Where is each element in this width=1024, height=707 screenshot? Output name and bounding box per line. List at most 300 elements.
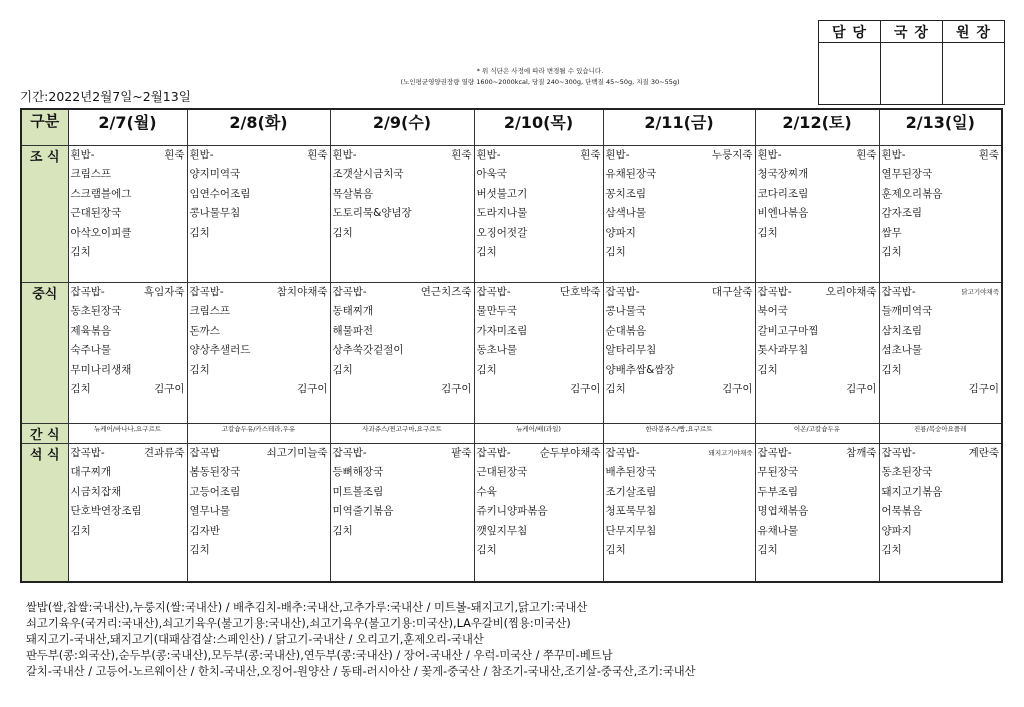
menu-item bbox=[188, 380, 330, 400]
approval-header: 담 당 bbox=[819, 21, 881, 43]
menu-item bbox=[69, 341, 187, 361]
dish-name: 깻잎지무침 bbox=[476, 524, 528, 537]
menu-cell bbox=[603, 443, 755, 582]
day-header: 2/9(수) bbox=[330, 109, 474, 145]
menu-item bbox=[475, 361, 603, 381]
menu-item bbox=[880, 522, 1002, 542]
menu-item bbox=[69, 444, 187, 464]
dish-name: 크림스프 bbox=[70, 168, 112, 180]
menu-item bbox=[756, 322, 879, 342]
menu-item bbox=[331, 341, 474, 361]
menu-item bbox=[69, 224, 187, 244]
menu-item bbox=[756, 302, 879, 322]
menu-item bbox=[331, 444, 474, 464]
menu-item bbox=[475, 502, 603, 522]
menu-item bbox=[188, 483, 330, 503]
dish-name: 도토리묵&양념장 bbox=[332, 207, 412, 219]
dish-name: 콩나물국 bbox=[605, 305, 647, 317]
porridge-name: 김구이 bbox=[154, 383, 185, 395]
menu-item bbox=[475, 185, 603, 205]
menu-cell bbox=[879, 145, 1002, 282]
dish-name: 잡곡밥- bbox=[70, 285, 105, 298]
dish-name: 잡곡밥- bbox=[605, 285, 640, 298]
dish-name: 양파지 bbox=[881, 524, 912, 537]
snack-cell: 한라봉쥬스/빵,요구르트 bbox=[603, 423, 755, 443]
menu-item bbox=[880, 224, 1002, 244]
menu-item bbox=[69, 165, 187, 185]
menu-item bbox=[331, 361, 474, 381]
dish-name: 임연수어조림 bbox=[189, 187, 251, 200]
category-header: 구분 bbox=[21, 109, 68, 145]
menu-item bbox=[69, 361, 187, 381]
dish-name: 두부조림 bbox=[757, 485, 799, 498]
dish-name: 아삭오이피클 bbox=[70, 226, 132, 239]
origin-line: 판두부(콩:외국산),순두부(콩:국내산),모두부(콩:국내산),연두부(콩:국내산) / 장어-국내산 / 우럭-미국산 / 쭈꾸미-베트남 bbox=[26, 649, 613, 662]
meal-row-lunch bbox=[21, 282, 1002, 423]
dish-name: 김치 bbox=[476, 544, 497, 556]
menu-item bbox=[604, 185, 755, 205]
menu-item bbox=[188, 302, 330, 322]
porridge-name: 견과류죽 bbox=[143, 446, 185, 459]
dish-name: 삼색나물 bbox=[605, 207, 647, 219]
porridge-name: 흰죽 bbox=[856, 148, 877, 161]
menu-item bbox=[475, 483, 603, 503]
menu-item bbox=[69, 522, 187, 542]
menu-item bbox=[756, 444, 879, 464]
menu-item bbox=[475, 341, 603, 361]
dish-name: 크림스프 bbox=[189, 305, 231, 317]
menu-item bbox=[188, 204, 330, 224]
porridge-name: 참치야채죽 bbox=[276, 285, 328, 298]
menu-item bbox=[475, 165, 603, 185]
menu-item bbox=[69, 243, 187, 263]
menu-item bbox=[756, 463, 879, 483]
menu-cell bbox=[68, 145, 187, 282]
dish-name: 미역줄기볶음 bbox=[332, 505, 394, 517]
dish-name: 톳사과무침 bbox=[757, 344, 809, 356]
dish-name: 갈비고구마찜 bbox=[757, 324, 819, 337]
origin-line: 쌀밥(쌀,찹쌀:국내산),누룽지(쌀:국내산) / 배추김치-배추:국내산,고추가루:국내산 / 미트볼-돼지고기,닭고기:국내산 bbox=[26, 601, 588, 614]
menu-item bbox=[756, 522, 879, 542]
day-header: 2/10(목) bbox=[474, 109, 603, 145]
porridge-name: 김구이 bbox=[968, 383, 999, 395]
snack-cell: 진룡/복숭아요플레 bbox=[879, 423, 1002, 443]
period-label: 기간:2022년2월7일~2월13일 bbox=[20, 89, 191, 104]
porridge-name: 흰죽 bbox=[978, 148, 999, 161]
dish-name: 김치 bbox=[757, 226, 778, 239]
menu-item bbox=[756, 361, 879, 381]
menu-item bbox=[604, 243, 755, 263]
menu-item bbox=[69, 463, 187, 483]
menu-item bbox=[188, 361, 330, 381]
menu-item bbox=[69, 146, 187, 166]
porridge-name: 계란죽 bbox=[968, 446, 999, 459]
menu-item bbox=[69, 204, 187, 224]
dish-name: 순대볶음 bbox=[605, 324, 647, 337]
dish-name: 잡곡밥- bbox=[757, 285, 792, 298]
menu-item bbox=[69, 302, 187, 322]
porridge-name: 쇠고기미늘죽 bbox=[266, 446, 328, 459]
menu-item bbox=[331, 204, 474, 224]
porridge-name: 팥죽 bbox=[451, 446, 472, 459]
dish-name: 돈까스 bbox=[189, 324, 220, 337]
meal-row-snack bbox=[21, 423, 1002, 443]
menu-item bbox=[604, 444, 755, 464]
dish-name: 감자조림 bbox=[881, 207, 923, 219]
meal-row-dinner bbox=[21, 443, 1002, 582]
dish-name: 김치 bbox=[70, 246, 91, 258]
dish-name: 청포묵무침 bbox=[605, 505, 657, 517]
weekly-menu-table bbox=[20, 108, 1003, 583]
menu-item bbox=[331, 185, 474, 205]
dish-name: 잡곡밥- bbox=[476, 446, 511, 459]
menu-item bbox=[604, 541, 755, 561]
approval-box bbox=[818, 20, 1005, 105]
menu-item bbox=[756, 341, 879, 361]
menu-item bbox=[604, 204, 755, 224]
menu-item bbox=[880, 361, 1002, 381]
menu-cell bbox=[330, 282, 474, 423]
menu-item bbox=[604, 322, 755, 342]
dish-name: 양상추샐러드 bbox=[189, 344, 251, 356]
snack-cell: 사과쥬스/찐고구마,요구르트 bbox=[330, 423, 474, 443]
origin-line: 갈치-국내산 / 고등어-노르웨이산 / 한치-국내산,오징어-원양산 / 동태-러시아산 / 꽃게-중국산 / 참조기-국내산,조기살-중국산,조기:국내산 bbox=[26, 665, 696, 678]
dish-name: 버섯불고기 bbox=[476, 187, 528, 200]
menu-item bbox=[188, 322, 330, 342]
menu-item bbox=[331, 502, 474, 522]
porridge-name: 흰죽 bbox=[580, 148, 601, 161]
porridge-name: 흑임자죽 bbox=[143, 285, 185, 298]
menu-cell bbox=[474, 145, 603, 282]
dish-name: 해물파전 bbox=[332, 324, 374, 337]
note-line: * 위 식단은 사정에 따라 변경될 수 있습니다. bbox=[476, 67, 604, 75]
dish-name: 코다리조림 bbox=[757, 187, 809, 200]
dish-name: 시금치잡채 bbox=[70, 485, 122, 498]
menu-item bbox=[604, 361, 755, 381]
dish-name: 잡곡밥- bbox=[881, 285, 916, 298]
menu-item bbox=[880, 283, 1002, 303]
menu-item bbox=[475, 541, 603, 561]
menu-item bbox=[475, 302, 603, 322]
dish-name: 흰밥- bbox=[605, 148, 630, 161]
snack-cell: 뉴케어/바나나,요구르트 bbox=[68, 423, 187, 443]
dish-name: 동태찌개 bbox=[332, 305, 374, 317]
dish-name: 스크램블에그 bbox=[70, 187, 132, 200]
dish-name: 유채나물 bbox=[757, 524, 799, 537]
dish-name: 봄동된장국 bbox=[189, 466, 241, 478]
dish-name: 동초나물 bbox=[476, 344, 518, 356]
menu-item bbox=[188, 522, 330, 542]
menu-item bbox=[69, 502, 187, 522]
menu-item bbox=[331, 146, 474, 166]
menu-item bbox=[331, 302, 474, 322]
menu-item bbox=[188, 146, 330, 166]
dish-name: 김치 bbox=[605, 383, 626, 395]
menu-item bbox=[331, 165, 474, 185]
dish-name: 잡곡밥- bbox=[332, 285, 367, 298]
menu-item bbox=[604, 302, 755, 322]
menu-item bbox=[880, 541, 1002, 561]
porridge-name: 김구이 bbox=[846, 383, 877, 395]
signature-cell bbox=[943, 43, 1005, 105]
menu-cell bbox=[755, 145, 879, 282]
menu-item bbox=[880, 341, 1002, 361]
menu-cell bbox=[187, 282, 330, 423]
dish-name: 잡곡밥- bbox=[757, 446, 792, 459]
dish-name: 김치 bbox=[476, 246, 497, 258]
porridge-name: 단호박죽 bbox=[559, 285, 601, 298]
menu-note bbox=[320, 66, 760, 88]
dish-name: 조갯살시금치국 bbox=[332, 168, 404, 180]
dish-name: 양파지 bbox=[605, 226, 636, 239]
menu-cell bbox=[755, 282, 879, 423]
menu-item bbox=[188, 185, 330, 205]
menu-item bbox=[475, 146, 603, 166]
menu-item bbox=[69, 185, 187, 205]
dish-name: 김치 bbox=[605, 544, 626, 556]
menu-item bbox=[604, 380, 755, 400]
dish-name: 김치 bbox=[70, 524, 91, 537]
dish-name: 잡곡밥 bbox=[189, 446, 220, 459]
dish-name: 도라지나물 bbox=[476, 207, 528, 219]
dish-name: 등뼈해장국 bbox=[332, 466, 384, 478]
porridge-name: 흰죽 bbox=[164, 148, 185, 161]
porridge-name: 돼지고기야채죽 bbox=[708, 448, 753, 457]
menu-item bbox=[604, 165, 755, 185]
menu-item bbox=[880, 146, 1002, 166]
menu-item bbox=[604, 224, 755, 244]
menu-item bbox=[69, 483, 187, 503]
menu-item bbox=[475, 380, 603, 400]
snack-cell: 뉴케어/배(과일) bbox=[474, 423, 603, 443]
menu-item bbox=[880, 302, 1002, 322]
note-line: (노인평균영양권장량 열량 1600~2000kcal, 당질 240~300g, 단백질 45~50g, 지질 30~55g) bbox=[400, 78, 680, 86]
menu-item bbox=[188, 283, 330, 303]
dish-name: 오징어젓갈 bbox=[476, 226, 528, 239]
dish-name: 열무된장국 bbox=[881, 168, 933, 180]
porridge-name: 연근치즈죽 bbox=[420, 285, 472, 298]
dish-name: 콩나물무침 bbox=[189, 207, 241, 219]
menu-item bbox=[880, 204, 1002, 224]
menu-item bbox=[475, 463, 603, 483]
porridge-name: 김구이 bbox=[570, 383, 601, 395]
dish-name: 김치 bbox=[881, 544, 902, 556]
menu-item bbox=[880, 243, 1002, 263]
menu-item bbox=[880, 463, 1002, 483]
menu-item bbox=[756, 502, 879, 522]
dish-name: 수육 bbox=[476, 485, 497, 498]
dish-name: 김치 bbox=[757, 544, 778, 556]
dish-name: 단호박연장조림 bbox=[70, 505, 142, 517]
menu-cell bbox=[879, 282, 1002, 423]
dish-name: 어묵볶음 bbox=[881, 505, 923, 517]
dish-name: 흰밥- bbox=[757, 148, 782, 161]
dish-name: 미트볼조림 bbox=[332, 485, 384, 498]
signature-cell bbox=[819, 43, 881, 105]
menu-cell bbox=[879, 443, 1002, 582]
porridge-name: 순두부야채죽 bbox=[539, 446, 601, 459]
dish-name: 유채된장국 bbox=[605, 168, 657, 180]
porridge-name: 김구이 bbox=[297, 383, 328, 395]
menu-item bbox=[880, 185, 1002, 205]
dish-name: 잡곡밥- bbox=[476, 285, 511, 298]
menu-item bbox=[188, 224, 330, 244]
menu-item bbox=[604, 341, 755, 361]
dish-name: 잡곡밥- bbox=[605, 446, 640, 459]
menu-cell bbox=[474, 443, 603, 582]
day-header: 2/8(화) bbox=[187, 109, 330, 145]
origin-line: 쇠고기육우(국거리:국내산),쇠고기육우(불고기용:국내산),쇠고기육우(불고기용:미국산),LA우갈비(찜용:미국산) bbox=[26, 617, 571, 630]
menu-item bbox=[331, 483, 474, 503]
dish-name: 흰밥- bbox=[881, 148, 906, 161]
dish-name: 삼치조림 bbox=[881, 324, 923, 337]
menu-cell bbox=[187, 145, 330, 282]
dish-name: 가자미조림 bbox=[476, 324, 528, 337]
menu-item bbox=[604, 483, 755, 503]
meal-label: 조 식 bbox=[21, 145, 68, 282]
menu-item bbox=[604, 522, 755, 542]
menu-item bbox=[756, 185, 879, 205]
porridge-name: 오리야채죽 bbox=[825, 285, 877, 298]
menu-item bbox=[331, 463, 474, 483]
meal-label: 간 식 bbox=[21, 423, 68, 443]
menu-item bbox=[475, 204, 603, 224]
dish-name: 고등어조림 bbox=[189, 485, 241, 498]
dish-name: 훈제오리볶음 bbox=[881, 187, 943, 200]
dish-name: 북어국 bbox=[757, 305, 788, 317]
menu-item bbox=[756, 204, 879, 224]
day-header: 2/13(일) bbox=[879, 109, 1002, 145]
menu-item bbox=[756, 541, 879, 561]
approval-header: 원 장 bbox=[943, 21, 1005, 43]
dish-name: 명엽채볶음 bbox=[757, 505, 809, 517]
dish-name: 대구찌개 bbox=[70, 466, 112, 478]
porridge-name: 흰죽 bbox=[451, 148, 472, 161]
dish-name: 흰밥- bbox=[189, 148, 214, 161]
snack-cell: 고칼슘두유/카스테라,우유 bbox=[187, 423, 330, 443]
menu-item bbox=[331, 224, 474, 244]
menu-item bbox=[475, 243, 603, 263]
menu-item bbox=[756, 165, 879, 185]
dish-name: 꽁치조림 bbox=[605, 187, 647, 200]
menu-item bbox=[880, 444, 1002, 464]
menu-cell bbox=[603, 282, 755, 423]
porridge-name: 대구살죽 bbox=[711, 285, 753, 298]
dish-name: 동초된장국 bbox=[881, 466, 933, 478]
porridge-name: 김구이 bbox=[722, 383, 753, 395]
menu-item bbox=[475, 522, 603, 542]
menu-item bbox=[756, 283, 879, 303]
dish-name: 열무나물 bbox=[189, 505, 231, 517]
menu-item bbox=[880, 322, 1002, 342]
menu-item bbox=[756, 380, 879, 400]
porridge-name: 닭고기야채죽 bbox=[961, 287, 999, 296]
dish-name: 김자반 bbox=[189, 524, 220, 537]
dish-name: 근대된장국 bbox=[476, 466, 528, 478]
menu-cell bbox=[68, 443, 187, 582]
menu-item bbox=[880, 380, 1002, 400]
dish-name: 잡곡밥- bbox=[332, 446, 367, 459]
menu-item bbox=[188, 502, 330, 522]
menu-item bbox=[880, 165, 1002, 185]
menu-item bbox=[880, 483, 1002, 503]
meal-label: 석 식 bbox=[21, 443, 68, 582]
menu-item bbox=[756, 483, 879, 503]
dish-name: 김치 bbox=[332, 363, 353, 376]
menu-cell bbox=[603, 145, 755, 282]
menu-item bbox=[69, 283, 187, 303]
dish-name: 잡곡밥- bbox=[189, 285, 224, 298]
meal-label: 중식 bbox=[21, 282, 68, 423]
menu-item bbox=[475, 224, 603, 244]
menu-cell bbox=[187, 443, 330, 582]
menu-item bbox=[604, 502, 755, 522]
menu-item bbox=[475, 322, 603, 342]
dish-name: 김치 bbox=[332, 524, 353, 537]
dish-name: 제육볶음 bbox=[70, 324, 112, 337]
dish-name: 섬초나물 bbox=[881, 344, 923, 356]
menu-item bbox=[475, 444, 603, 464]
dish-name: 쌈무 bbox=[881, 226, 902, 239]
dish-name: 근대된장국 bbox=[70, 207, 122, 219]
menu-cell bbox=[68, 282, 187, 423]
dish-name: 무미나리생채 bbox=[70, 363, 132, 376]
menu-item bbox=[475, 283, 603, 303]
dish-name: 배추된장국 bbox=[605, 466, 657, 478]
dish-name: 흰밥- bbox=[70, 148, 95, 161]
dish-name: 비엔나볶음 bbox=[757, 207, 809, 219]
dish-name: 김치 bbox=[189, 363, 210, 376]
dish-name: 들깨미역국 bbox=[881, 305, 933, 317]
dish-name: 숙주나물 bbox=[70, 344, 112, 356]
menu-item bbox=[331, 522, 474, 542]
dish-name: 상추쑥갓겉절이 bbox=[332, 344, 404, 356]
menu-item bbox=[756, 146, 879, 166]
dish-name: 김치 bbox=[757, 363, 778, 376]
menu-item bbox=[880, 502, 1002, 522]
dish-name: 쥬키니양파볶음 bbox=[476, 505, 548, 517]
dish-name: 김치 bbox=[189, 544, 210, 556]
meal-row-breakfast bbox=[21, 145, 1002, 282]
menu-cell bbox=[474, 282, 603, 423]
dish-name: 잡곡밥- bbox=[70, 446, 105, 459]
menu-item bbox=[331, 322, 474, 342]
menu-item bbox=[69, 322, 187, 342]
menu-item bbox=[188, 444, 330, 464]
menu-item bbox=[69, 380, 187, 400]
dish-name: 김치 bbox=[189, 226, 210, 239]
dish-name: 김치 bbox=[881, 246, 902, 258]
porridge-name: 김구이 bbox=[441, 383, 472, 395]
menu-item bbox=[756, 224, 879, 244]
dish-name: 김치 bbox=[881, 363, 902, 376]
dish-name: 흰밥- bbox=[332, 148, 357, 161]
dish-name: 양배추쌈&쌈장 bbox=[605, 363, 675, 376]
menu-cell bbox=[330, 443, 474, 582]
dish-name: 물만두국 bbox=[476, 305, 518, 317]
dish-name: 아욱국 bbox=[476, 168, 507, 180]
porridge-name: 누룽지죽 bbox=[711, 148, 753, 161]
origin-info bbox=[26, 600, 696, 680]
dish-name: 조기살조림 bbox=[605, 485, 657, 498]
day-header: 2/11(금) bbox=[603, 109, 755, 145]
menu-cell bbox=[755, 443, 879, 582]
menu-cell bbox=[330, 145, 474, 282]
dish-name: 양지미역국 bbox=[189, 168, 241, 180]
day-header: 2/12(토) bbox=[755, 109, 879, 145]
menu-item bbox=[604, 146, 755, 166]
signature-cell bbox=[881, 43, 943, 105]
